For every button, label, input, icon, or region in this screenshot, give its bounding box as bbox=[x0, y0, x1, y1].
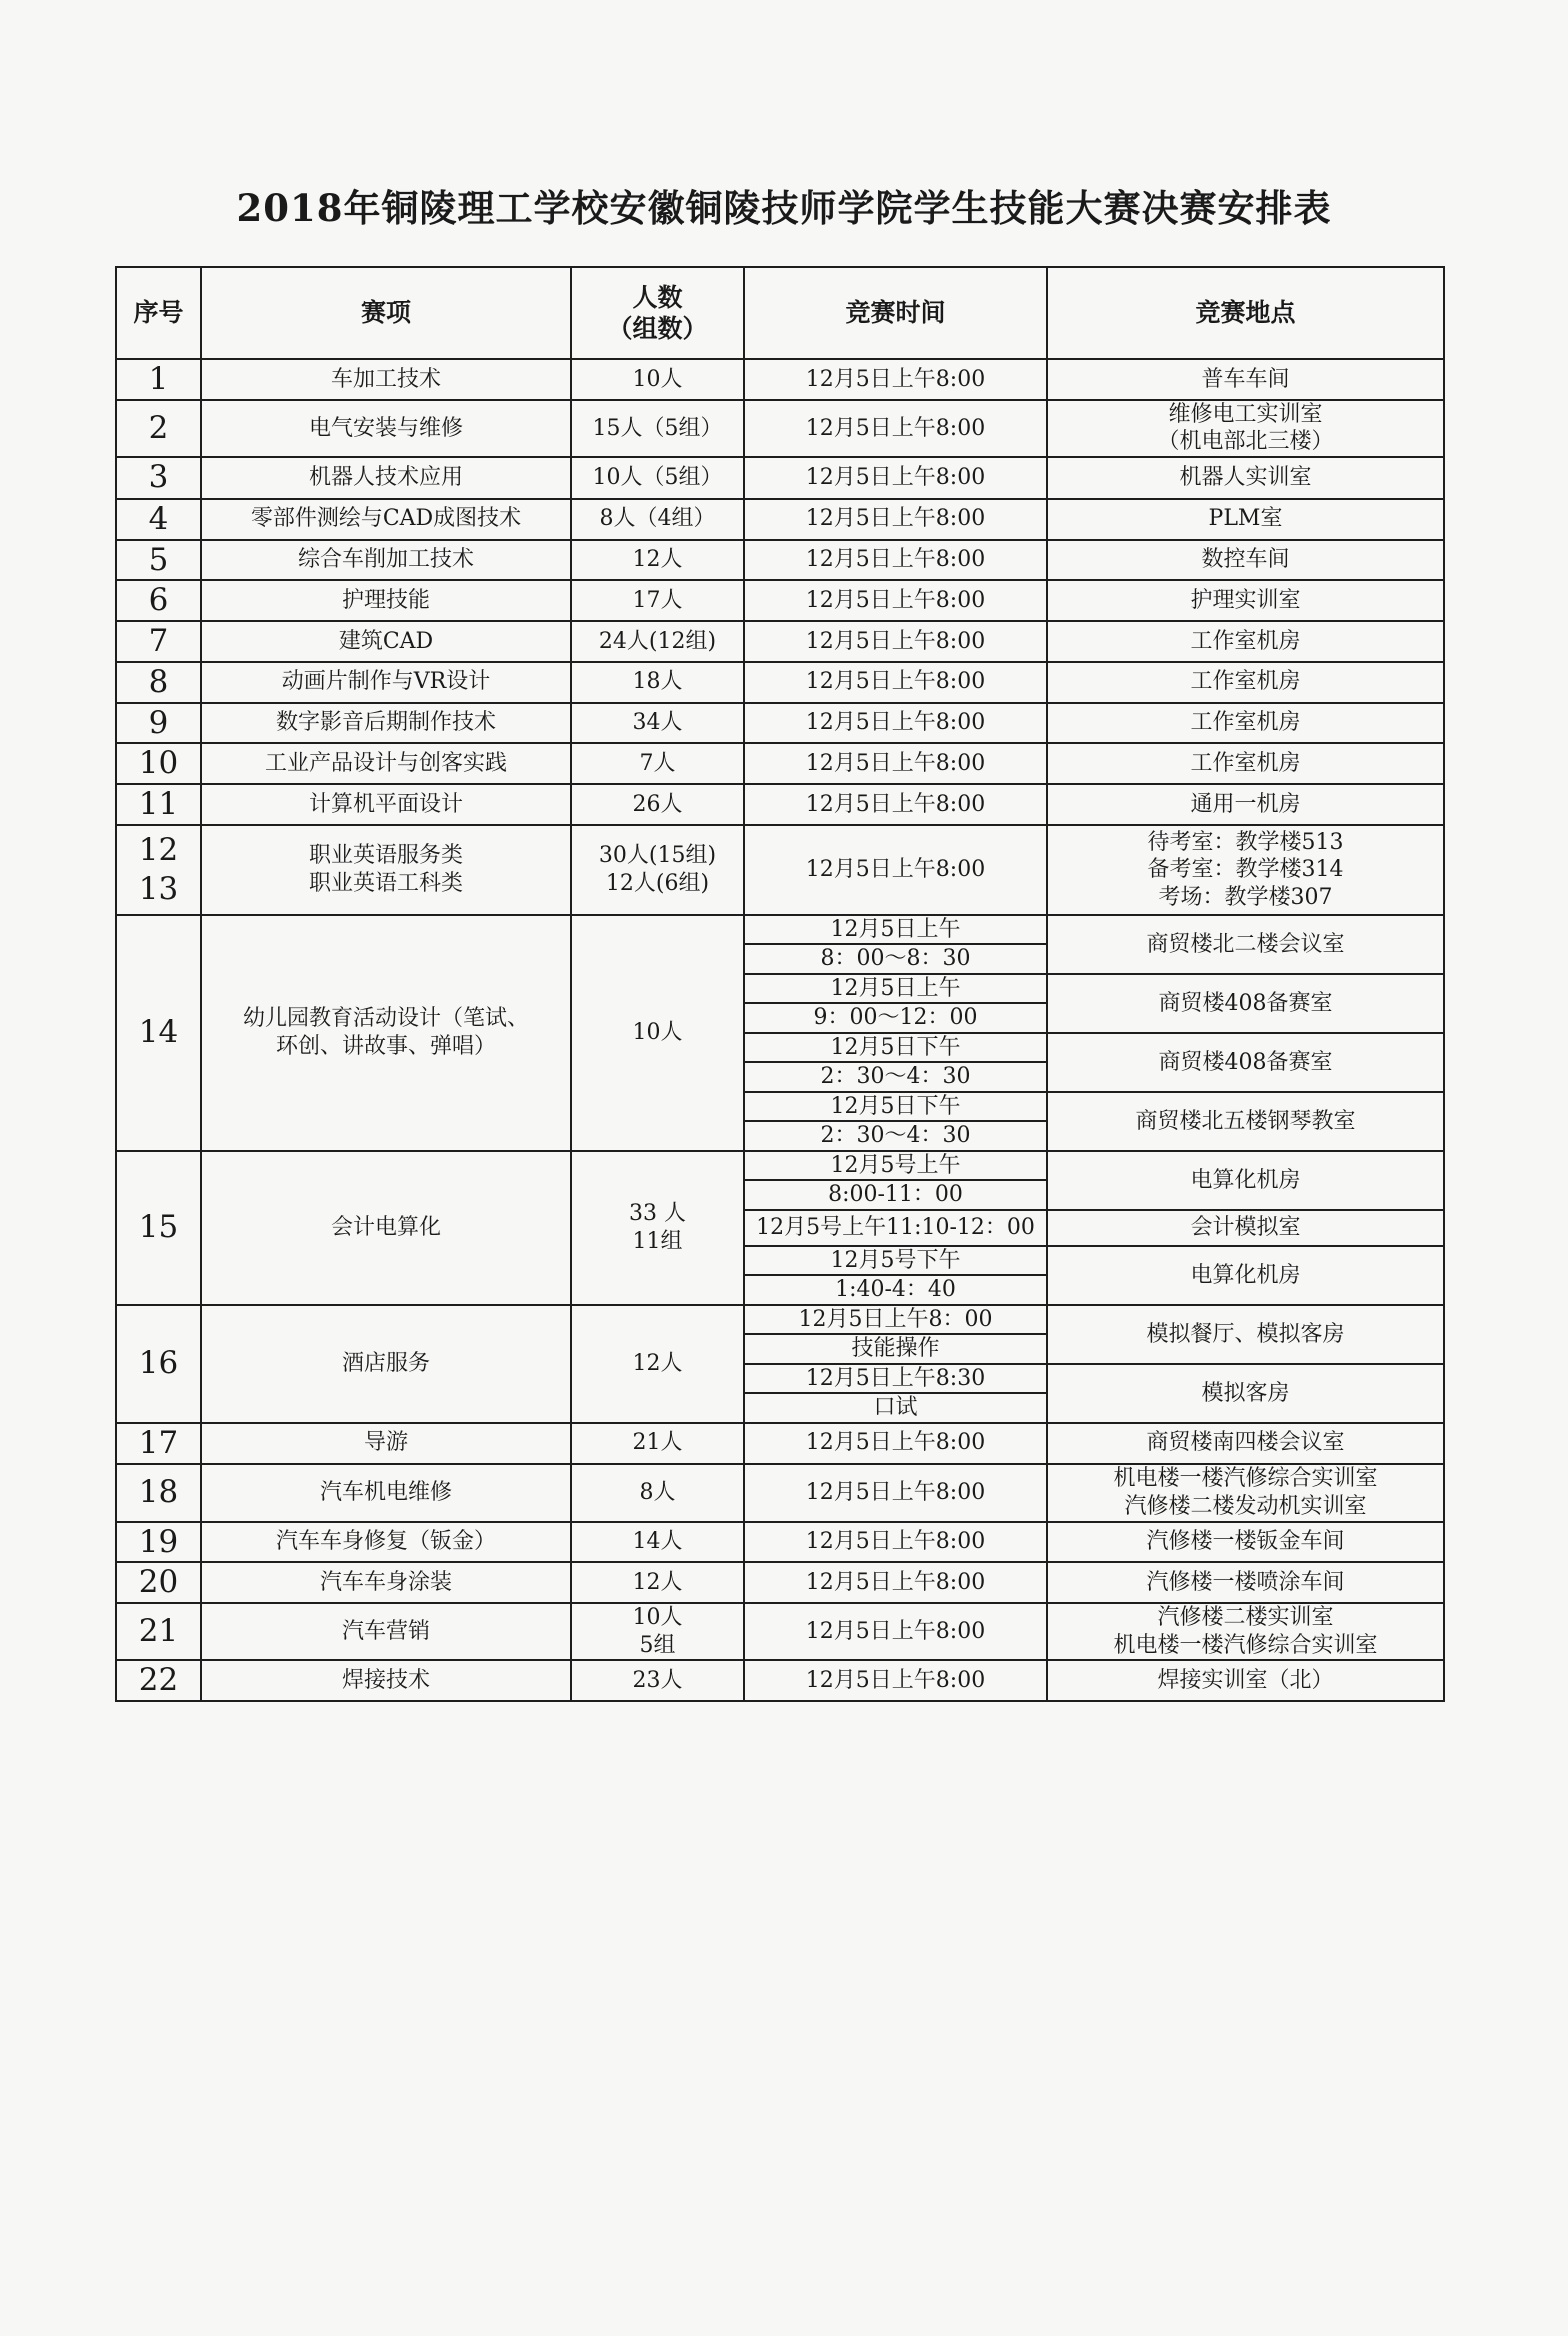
participant-count: 18人 bbox=[571, 662, 744, 703]
competition-time: 12月5日上午8:00 bbox=[744, 1603, 1047, 1660]
event-name: 酒店服务 bbox=[201, 1305, 571, 1423]
participant-count: 23人 bbox=[571, 1660, 744, 1701]
table-row bbox=[116, 499, 1444, 540]
header-place: 竞赛地点 bbox=[1047, 267, 1444, 359]
table-row bbox=[116, 1660, 1444, 1701]
slot-date: 12月5号上午 bbox=[744, 1151, 1047, 1181]
participant-count: 34人 bbox=[571, 703, 744, 744]
competition-place: 模拟餐厅、模拟客房 bbox=[1047, 1305, 1444, 1364]
participant-count: 30人(15组) 12人(6组) bbox=[571, 825, 744, 915]
competition-place: 工作室机房 bbox=[1047, 743, 1444, 784]
slot-type: 技能操作 bbox=[744, 1334, 1047, 1364]
row-number: 15 bbox=[116, 1151, 201, 1305]
row-number: 16 bbox=[116, 1305, 201, 1423]
competition-time: 12月5日上午8:00 bbox=[744, 540, 1047, 581]
table-header-row bbox=[116, 267, 1444, 359]
table-row bbox=[116, 743, 1444, 784]
event-name: 会计电算化 bbox=[201, 1151, 571, 1305]
event-name: 汽车机电维修 bbox=[201, 1464, 571, 1522]
row-number: 3 bbox=[116, 457, 201, 499]
row-number: 19 bbox=[116, 1522, 201, 1563]
table-row bbox=[116, 1603, 1444, 1660]
table-row bbox=[116, 540, 1444, 581]
competition-place: 通用一机房 bbox=[1047, 784, 1444, 825]
competition-time: 12月5日上午8:00 bbox=[744, 784, 1047, 825]
row-number: 9 bbox=[116, 703, 201, 744]
table-row bbox=[116, 1151, 1444, 1181]
event-name: 车加工技术 bbox=[201, 359, 571, 400]
slot-time: 8：00～8：30 bbox=[744, 944, 1047, 974]
event-name: 幼儿园教育活动设计（笔试、 环创、讲故事、弹唱） bbox=[201, 915, 571, 1151]
row-number: 1 bbox=[116, 359, 201, 400]
competition-time: 12月5日上午8:00 bbox=[744, 825, 1047, 915]
row-number: 11 bbox=[116, 784, 201, 825]
competition-place: 待考室：教学楼513 备考室：教学楼314 考场：教学楼307 bbox=[1047, 825, 1444, 915]
table-row bbox=[116, 1305, 1444, 1335]
table-row bbox=[116, 662, 1444, 703]
row-number: 2 bbox=[116, 400, 201, 457]
participant-count: 12人 bbox=[571, 540, 744, 581]
slot-time: 12月5号上午11:10-12：00 bbox=[744, 1210, 1047, 1246]
row-number: 10 bbox=[116, 743, 201, 784]
slot-date: 12月5日上午 bbox=[744, 974, 1047, 1004]
row-number: 12 13 bbox=[116, 825, 201, 915]
event-name: 汽车车身修复（钣金） bbox=[201, 1522, 571, 1563]
table-row bbox=[116, 1464, 1444, 1522]
competition-place: 商贸楼408备赛室 bbox=[1047, 1033, 1444, 1092]
participant-count: 12人 bbox=[571, 1305, 744, 1423]
slot-date: 12月5日下午 bbox=[744, 1033, 1047, 1063]
competition-time: 12月5日上午8:00 bbox=[744, 1423, 1047, 1464]
participant-count: 14人 bbox=[571, 1522, 744, 1563]
competition-place: 数控车间 bbox=[1047, 540, 1444, 581]
competition-time: 12月5日上午8:00 bbox=[744, 703, 1047, 744]
event-name: 综合车削加工技术 bbox=[201, 540, 571, 581]
competition-place: 焊接实训室（北） bbox=[1047, 1660, 1444, 1701]
slot-time: 2：30～4：30 bbox=[744, 1062, 1047, 1092]
table-row bbox=[116, 400, 1444, 457]
competition-time: 12月5日上午8:00 bbox=[744, 662, 1047, 703]
event-name: 动画片制作与VR设计 bbox=[201, 662, 571, 703]
table-row bbox=[116, 359, 1444, 400]
participant-count: 8人 bbox=[571, 1464, 744, 1522]
competition-place: 商贸楼南四楼会议室 bbox=[1047, 1423, 1444, 1464]
table-row bbox=[116, 784, 1444, 825]
competition-time: 12月5日上午8:00 bbox=[744, 621, 1047, 662]
competition-place: 商贸楼408备赛室 bbox=[1047, 974, 1444, 1033]
competition-time: 12月5日上午8:00 bbox=[744, 580, 1047, 621]
event-name: 计算机平面设计 bbox=[201, 784, 571, 825]
row-number: 6 bbox=[116, 580, 201, 621]
competition-place: 汽修楼一楼钣金车间 bbox=[1047, 1522, 1444, 1563]
participant-count: 7人 bbox=[571, 743, 744, 784]
event-name: 机器人技术应用 bbox=[201, 457, 571, 499]
participant-count: 17人 bbox=[571, 580, 744, 621]
competition-place: 机器人实训室 bbox=[1047, 457, 1444, 499]
table-row bbox=[116, 703, 1444, 744]
row-number: 22 bbox=[116, 1660, 201, 1701]
competition-place: 电算化机房 bbox=[1047, 1151, 1444, 1210]
event-name: 电气安装与维修 bbox=[201, 400, 571, 457]
participant-count: 24人(12组) bbox=[571, 621, 744, 662]
event-name: 焊接技术 bbox=[201, 1660, 571, 1701]
slot-date: 12月5日上午8：00 bbox=[744, 1305, 1047, 1335]
table-row bbox=[116, 457, 1444, 499]
table-row bbox=[116, 1522, 1444, 1563]
slot-date: 12月5日下午 bbox=[744, 1092, 1047, 1122]
event-name: 汽车车身涂装 bbox=[201, 1562, 571, 1603]
competition-time: 12月5日上午8:00 bbox=[744, 1522, 1047, 1563]
event-name: 数字影音后期制作技术 bbox=[201, 703, 571, 744]
slot-time: 1:40-4：40 bbox=[744, 1275, 1047, 1305]
competition-place: 维修电工实训室 （机电部北三楼） bbox=[1047, 400, 1444, 457]
event-name: 零部件测绘与CAD成图技术 bbox=[201, 499, 571, 540]
competition-place: 汽修楼二楼实训室 机电楼一楼汽修综合实训室 bbox=[1047, 1603, 1444, 1660]
competition-time: 12月5日上午8:00 bbox=[744, 1464, 1047, 1522]
event-name: 汽车营销 bbox=[201, 1603, 571, 1660]
row-number: 21 bbox=[116, 1603, 201, 1660]
header-time: 竞赛时间 bbox=[744, 267, 1047, 359]
competition-place: 普车车间 bbox=[1047, 359, 1444, 400]
competition-place: 护理实训室 bbox=[1047, 580, 1444, 621]
schedule-table bbox=[115, 266, 1445, 1702]
competition-place: 电算化机房 bbox=[1047, 1246, 1444, 1305]
competition-place: 模拟客房 bbox=[1047, 1364, 1444, 1423]
competition-time: 12月5日上午8:00 bbox=[744, 457, 1047, 499]
participant-count: 10人 5组 bbox=[571, 1603, 744, 1660]
row-number: 5 bbox=[116, 540, 201, 581]
competition-place: 汽修楼一楼喷涂车间 bbox=[1047, 1562, 1444, 1603]
slot-date: 12月5日上午8:30 bbox=[744, 1364, 1047, 1394]
participant-count: 8人（4组） bbox=[571, 499, 744, 540]
event-name: 导游 bbox=[201, 1423, 571, 1464]
header-event: 赛项 bbox=[201, 267, 571, 359]
table-row bbox=[116, 580, 1444, 621]
slot-type: 口试 bbox=[744, 1393, 1047, 1423]
participant-count: 33 人 11组 bbox=[571, 1151, 744, 1305]
competition-place: 会计模拟室 bbox=[1047, 1210, 1444, 1246]
participant-count: 10人 bbox=[571, 915, 744, 1151]
participant-count: 10人（5组） bbox=[571, 457, 744, 499]
competition-place: 机电楼一楼汽修综合实训室 汽修楼二楼发动机实训室 bbox=[1047, 1464, 1444, 1522]
page-title: 2018年铜陵理工学校安徽铜陵技师学院学生技能大赛决赛安排表 bbox=[236, 186, 1332, 230]
row-number: 18 bbox=[116, 1464, 201, 1522]
competition-time: 12月5日上午8:00 bbox=[744, 743, 1047, 784]
table-row bbox=[116, 1562, 1444, 1603]
event-name: 建筑CAD bbox=[201, 621, 571, 662]
competition-time: 12月5日上午8:00 bbox=[744, 499, 1047, 540]
slot-time: 8:00-11：00 bbox=[744, 1180, 1047, 1210]
participant-count: 10人 bbox=[571, 359, 744, 400]
header-count: 人数 （组数） bbox=[571, 267, 744, 359]
participant-count: 26人 bbox=[571, 784, 744, 825]
competition-time: 12月5日上午8:00 bbox=[744, 359, 1047, 400]
participant-count: 21人 bbox=[571, 1423, 744, 1464]
competition-place: 商贸楼北二楼会议室 bbox=[1047, 915, 1444, 974]
slot-time: 9：00～12：00 bbox=[744, 1003, 1047, 1033]
participant-count: 12人 bbox=[571, 1562, 744, 1603]
table-row bbox=[116, 825, 1444, 915]
table-row bbox=[116, 621, 1444, 662]
row-number: 7 bbox=[116, 621, 201, 662]
row-number: 17 bbox=[116, 1423, 201, 1464]
competition-place: 工作室机房 bbox=[1047, 621, 1444, 662]
competition-place: PLM室 bbox=[1047, 499, 1444, 540]
row-number: 8 bbox=[116, 662, 201, 703]
competition-place: 商贸楼北五楼钢琴教室 bbox=[1047, 1092, 1444, 1151]
slot-date: 12月5号下午 bbox=[744, 1246, 1047, 1276]
competition-place: 工作室机房 bbox=[1047, 703, 1444, 744]
row-number: 14 bbox=[116, 915, 201, 1151]
event-name: 护理技能 bbox=[201, 580, 571, 621]
competition-place: 工作室机房 bbox=[1047, 662, 1444, 703]
header-no: 序号 bbox=[116, 267, 201, 359]
competition-time: 12月5日上午8:00 bbox=[744, 400, 1047, 457]
table-row bbox=[116, 915, 1444, 945]
table-row bbox=[116, 1423, 1444, 1464]
event-name: 工业产品设计与创客实践 bbox=[201, 743, 571, 784]
row-number: 20 bbox=[116, 1562, 201, 1603]
participant-count: 15人（5组） bbox=[571, 400, 744, 457]
event-name: 职业英语服务类 职业英语工科类 bbox=[201, 825, 571, 915]
competition-time: 12月5日上午8:00 bbox=[744, 1660, 1047, 1701]
slot-date: 12月5日上午 bbox=[744, 915, 1047, 945]
row-number: 4 bbox=[116, 499, 201, 540]
competition-time: 12月5日上午8:00 bbox=[744, 1562, 1047, 1603]
slot-time: 2：30～4：30 bbox=[744, 1121, 1047, 1151]
